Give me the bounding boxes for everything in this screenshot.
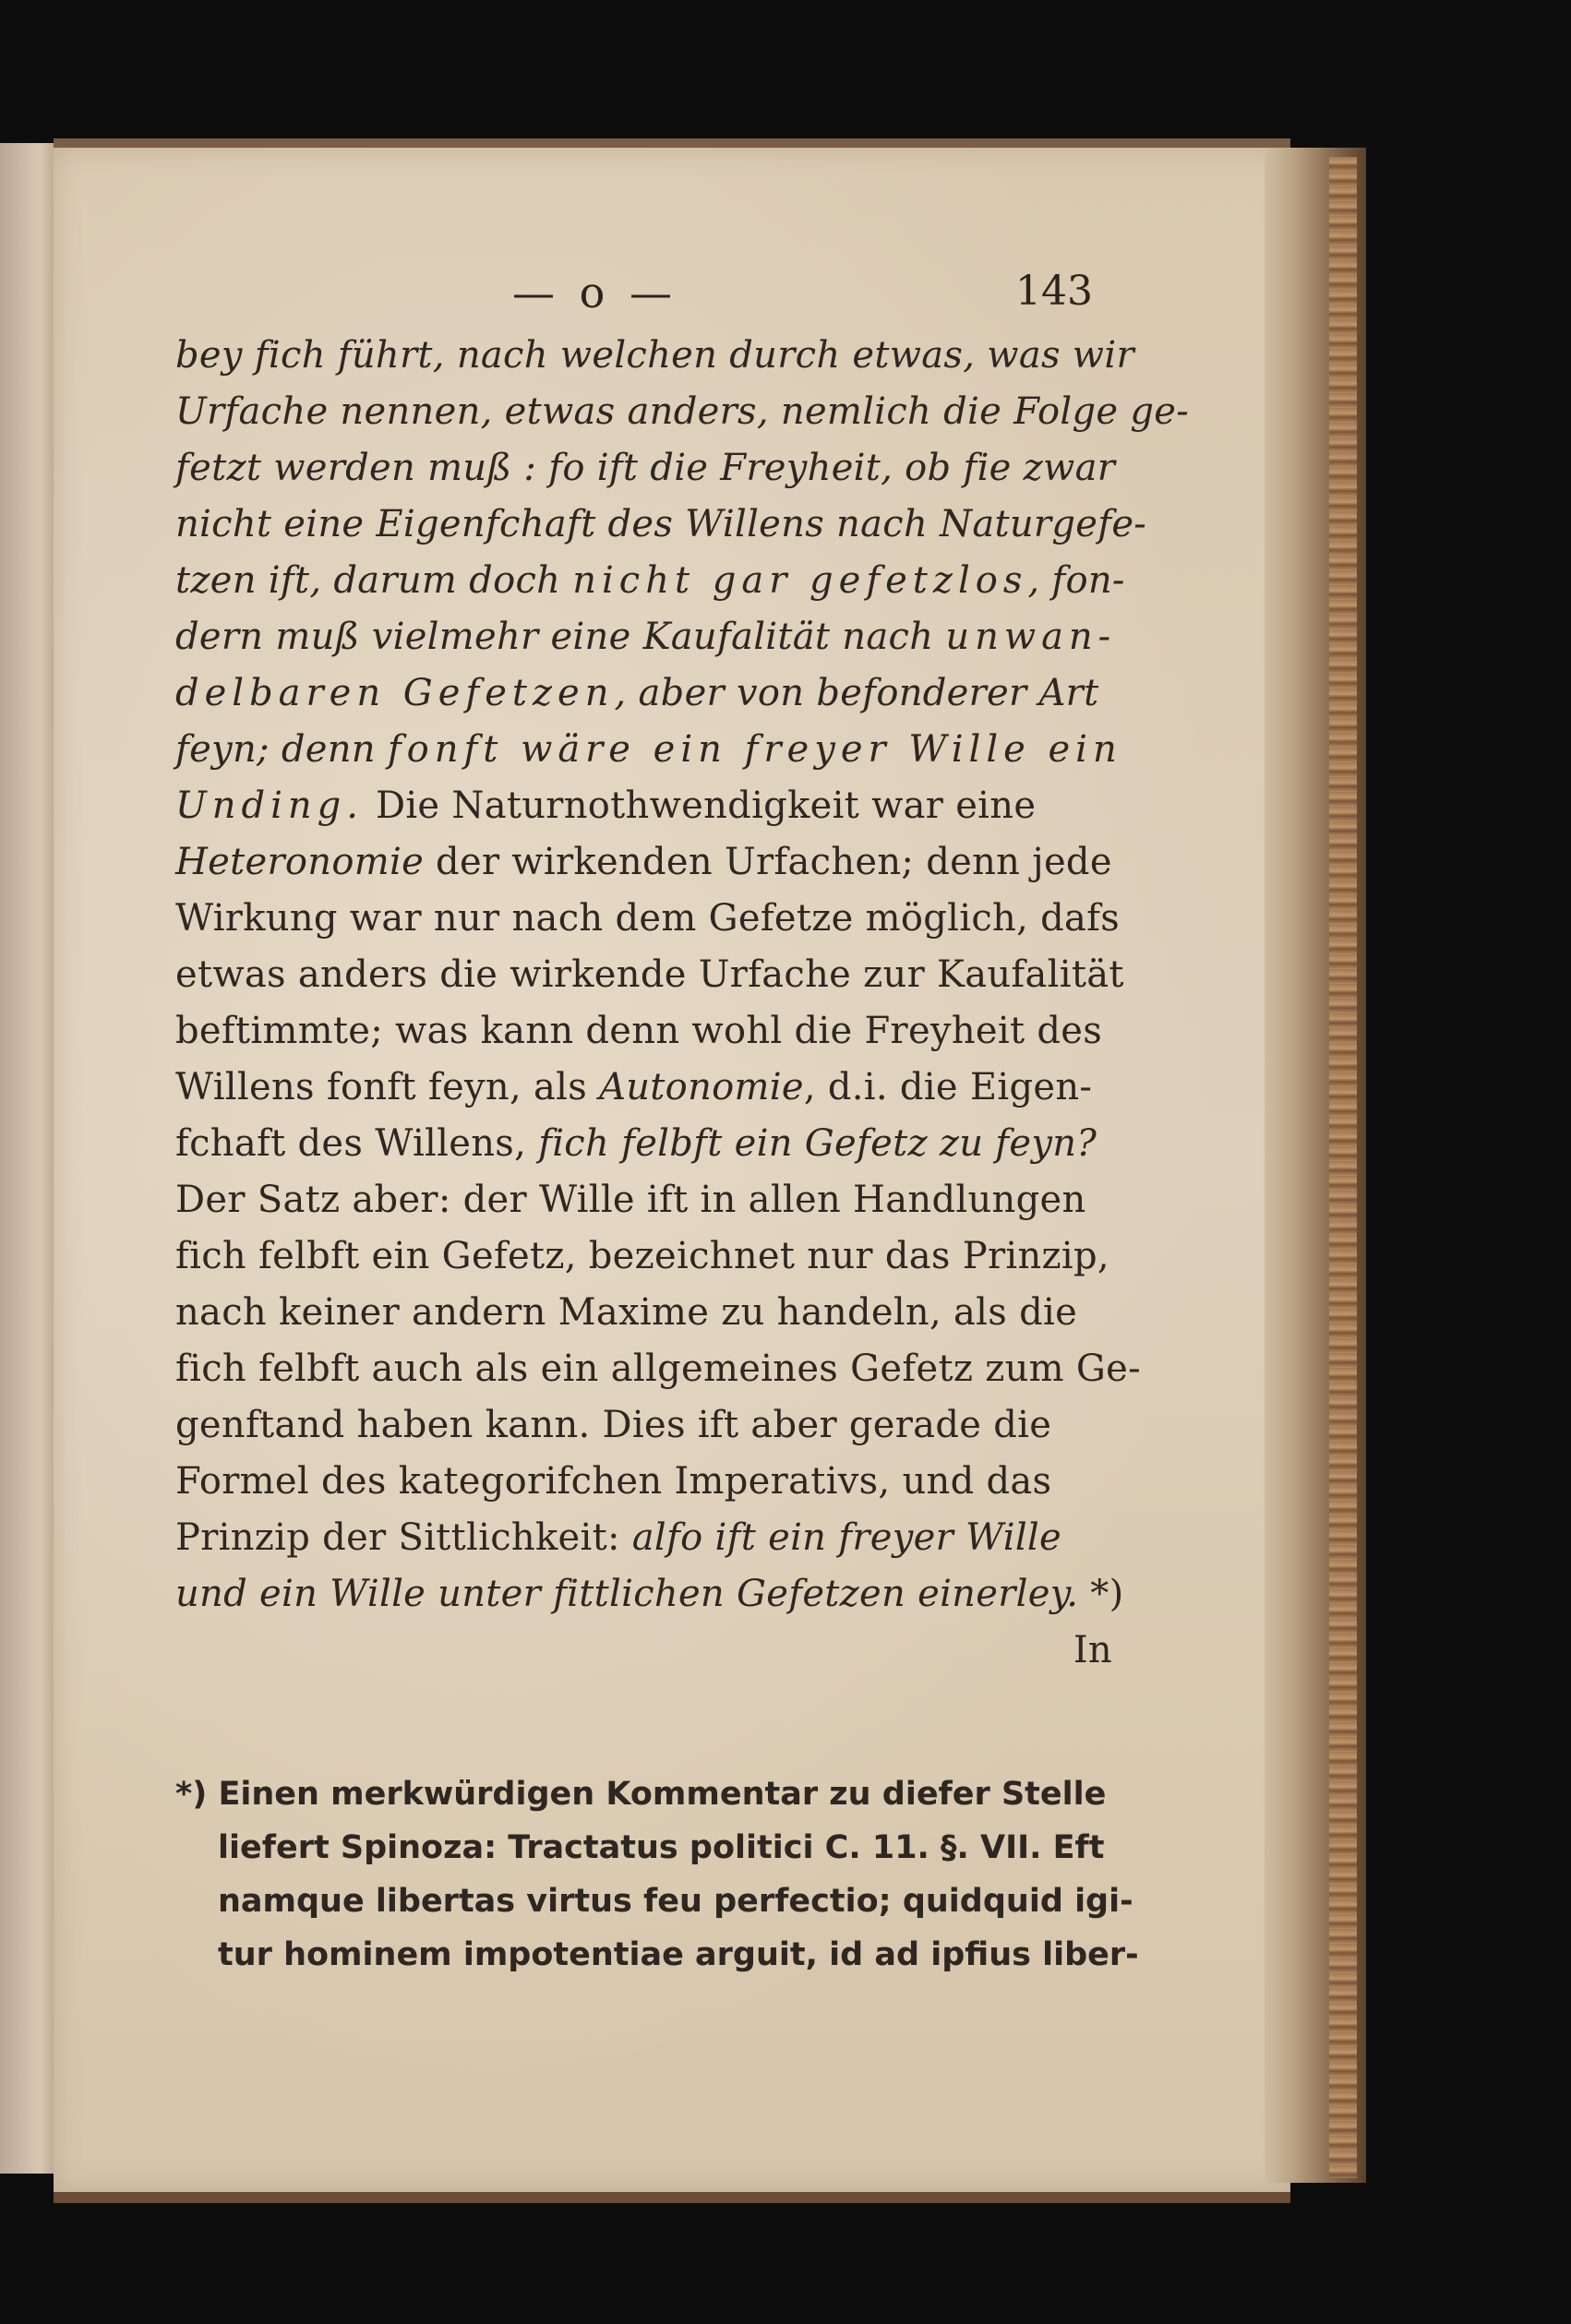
text-line bbox=[175, 497, 1147, 553]
text-run: feyn; denn bbox=[175, 728, 388, 771]
text-run: bey fich führt, nach welchen durch etwas, was wir bbox=[175, 334, 1134, 377]
text-line bbox=[175, 778, 1112, 834]
text-run: beftimmte; was kann denn wohl die Freyheit des bbox=[175, 1010, 1103, 1052]
text-line bbox=[175, 328, 1134, 384]
text-run: *) bbox=[1078, 1573, 1124, 1615]
text-run: dern muß vielmehr eine Kaufalität nach bbox=[175, 616, 946, 658]
text-run: , d.i. die Eigen- bbox=[803, 1066, 1093, 1108]
text-line bbox=[175, 891, 1121, 947]
catchword: In bbox=[1073, 1629, 1112, 1671]
text-run: fich felbft ein Gefetz zu feyn? bbox=[538, 1122, 1097, 1165]
text-line bbox=[175, 947, 1124, 1003]
text-run: Wirkung war nur nach dem Gefetze möglich, dafs bbox=[175, 897, 1121, 940]
text-line bbox=[175, 1341, 1141, 1397]
text-run: Autonomie bbox=[599, 1066, 804, 1108]
text-run: , fon- bbox=[1027, 559, 1125, 602]
text-run: tzen ift, darum doch bbox=[175, 559, 573, 602]
text-line bbox=[175, 553, 1125, 609]
text-line bbox=[175, 609, 1117, 665]
text-line bbox=[175, 1566, 1124, 1623]
text-line bbox=[175, 1172, 1112, 1228]
text-run: etwas anders die wirkende Urfache zur Kaufalität bbox=[175, 953, 1124, 996]
text-line bbox=[175, 1003, 1112, 1060]
footnote-line: *) Einen merkwürdigen Kommentar zu diefer Stelle bbox=[175, 1776, 1107, 1813]
text-line bbox=[175, 1285, 1112, 1341]
text-line bbox=[175, 1397, 1112, 1454]
text-run: fonft wäre ein freyer Wille ein bbox=[387, 728, 1122, 771]
footnote-line: namque libertas virtus feu perfectio; quidquid igi- bbox=[218, 1883, 1133, 1920]
text-run: Der Satz aber: der Wille ift in allen Handlungen bbox=[175, 1179, 1086, 1221]
text-run: fich felbft auch als ein allgemeines Gefetz zum Ge- bbox=[175, 1348, 1141, 1390]
text-run: nicht gar gefetzlos bbox=[572, 559, 1028, 602]
text-run: Heteronomie bbox=[175, 841, 425, 883]
text-run: Urfache nennen, etwas anders, nemlich die Folge ge- bbox=[175, 390, 1190, 433]
book-binding-edge bbox=[1329, 157, 1357, 2178]
footnote-line: liefert Spinoza: Tractatus politici C. 11. §. VII. Eft bbox=[218, 1829, 1105, 1866]
text-run: alfo ift ein freyer Wille bbox=[631, 1516, 1061, 1559]
text-run: Die Naturnothwendigkeit war eine bbox=[363, 785, 1037, 827]
main-text-block bbox=[175, 328, 1190, 1679]
text-line bbox=[175, 440, 1116, 497]
text-line bbox=[175, 1454, 1112, 1510]
text-line bbox=[175, 1510, 1112, 1566]
text-run: , aber von befonderer Art bbox=[614, 672, 1099, 714]
text-run: fich felbft ein Gefetz, bezeichnet nur das Prinzip, bbox=[175, 1235, 1109, 1277]
text-run: fchaft des Willens, bbox=[175, 1122, 539, 1165]
text-line bbox=[175, 834, 1112, 891]
footnote-line: tur hominem impotentiae arguit, id ad ipfius liber- bbox=[218, 1936, 1139, 1973]
text-run: delbaren Gefetzen bbox=[175, 672, 615, 714]
text-run: fetzt werden muß : fo ift die Freyheit, ob fie zwar bbox=[175, 447, 1116, 489]
text-run: der wirkenden Urfachen; denn jede bbox=[424, 841, 1112, 883]
text-line bbox=[175, 384, 1190, 440]
text-line bbox=[175, 665, 1112, 722]
footnote-block bbox=[175, 1767, 1139, 1982]
text-run: Formel des kategorifchen Imperativs, und das bbox=[175, 1460, 1052, 1503]
text-run: Unding. bbox=[175, 785, 364, 827]
text-line bbox=[175, 1228, 1112, 1285]
text-line bbox=[175, 1060, 1112, 1116]
text-run: und ein Wille unter fittlichen Gefetzen einerley. bbox=[175, 1573, 1079, 1615]
text-line bbox=[175, 1116, 1112, 1172]
running-head-ornament: — o — bbox=[512, 268, 678, 317]
text-run: Prinzip der Sittlichkeit: bbox=[175, 1516, 632, 1559]
text-run: genftand haben kann. Dies ift aber gerade die bbox=[175, 1404, 1052, 1446]
text-run: Willens fonft feyn, als bbox=[175, 1066, 600, 1108]
page-number: 143 bbox=[1015, 268, 1093, 315]
text-run: unwan- bbox=[945, 616, 1117, 658]
text-run: nicht eine Eigenfchaft des Willens nach Naturgefe- bbox=[175, 503, 1147, 545]
text-run: nach keiner andern Maxime zu handeln, als die bbox=[175, 1291, 1078, 1334]
text-line bbox=[175, 722, 1122, 778]
